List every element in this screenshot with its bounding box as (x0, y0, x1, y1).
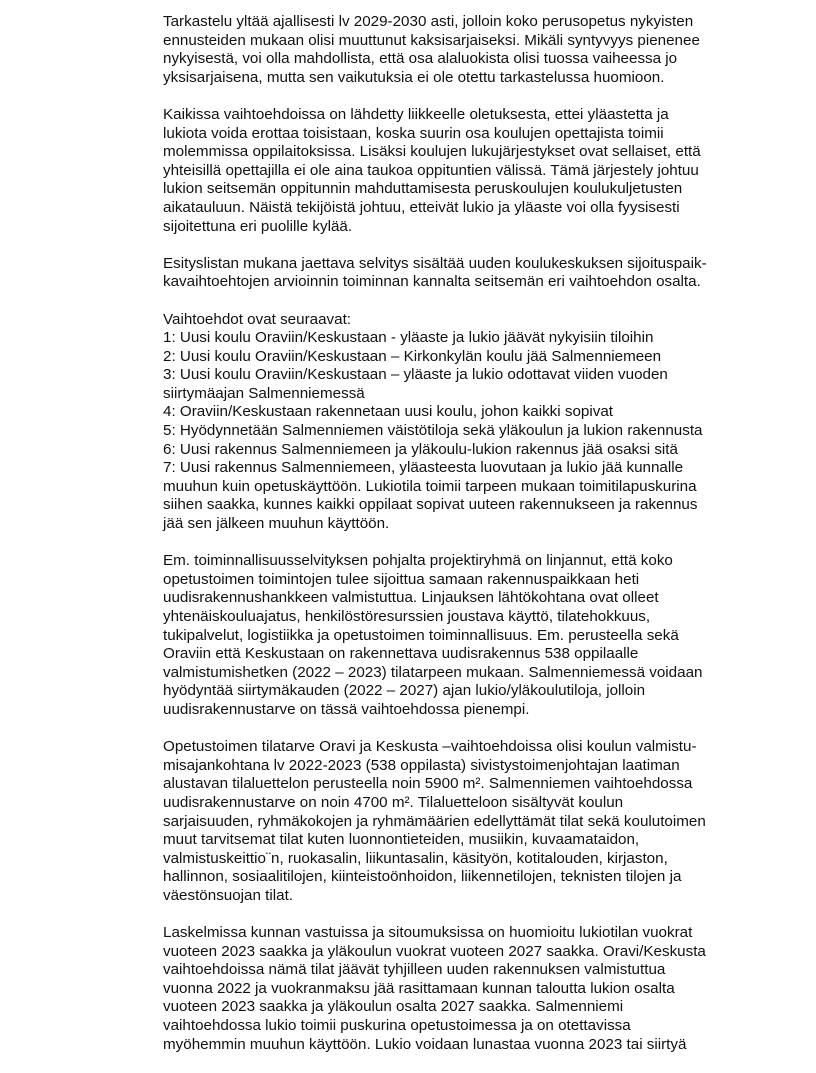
text-line: molemmissa oppilaitoksissa. Lisäksi koulujen lukujärjestykset ovat sellaiset, että (163, 143, 701, 161)
text-line: yksisarjaisena, mutta sen vaikutuksia ei ole otettu tarkastelussa huomioon. (163, 68, 665, 86)
text-line: hallinnon, sosiaalitilojen, kiinteistoönhoidon, liikennetilojen, teknisten tilojen ja (163, 868, 682, 886)
paragraph-assumptions (163, 106, 803, 236)
text-line: opetustoimen toimintojen tulee sijoittua samaan rakennuspaikkaan heti (163, 570, 640, 588)
text-line: Esityslistan mukana jaettava selvitys sisältää uuden koulukeskuksen sijoituspaik- (163, 254, 707, 272)
document-page (163, 13, 803, 1073)
paragraph-review-period (163, 13, 803, 87)
list-item: 1: Uusi koulu Oraviin/Keskustaan - yläaste ja lukio jäävät nykyisiin tiloihin (163, 329, 654, 347)
list-item-continuation: muuhun kuin opetuskäyttöön. Lukiotila toimii tarpeen mukaan toimitilapuskurina (163, 477, 697, 495)
list-item: 5: Hyödynnetään Salmenniemen väistötiloja sekä yläkoulun ja lukion rakennusta (163, 422, 703, 440)
text-line: Laskelmissa kunnan vastuissa ja sitoumuksissa on huomioitu lukiotilan vuokrat (163, 924, 693, 942)
text-line: alustavan tilaluettelon perusteella noin 5900 m². Salmenniemen vaihtoehdossa (163, 775, 693, 793)
text-line: lukion seitsemän oppitunnin mahduttamisesta peruskoulujen koulukuljetusten (163, 180, 683, 198)
paragraph-alternatives-list (163, 311, 803, 534)
paragraph-space-requirements (163, 738, 803, 905)
list-item: 2: Uusi koulu Oraviin/Keskustaan – Kirkonkylän koulu jää Salmenniemeen (163, 347, 662, 365)
text-line: misajankohtana lv 2022-2023 (538 oppilasta) sivistystoimenjohtajan laatiman (163, 756, 680, 774)
text-line: lukiota voida erottaa toisistaan, koska suurin osa koulujen opettajista toimii (163, 124, 664, 142)
text-line: vuoteen 2023 saakka ja yläkoulun vuokrat vuoteen 2027 saakka. Oravi/Keskusta (163, 942, 706, 960)
list-item-continuation: siihen saakka, kunnes kaikki oppilaat sopivat uuteen rakennukseen ja rakennus (163, 496, 698, 514)
paragraph-rent-calculations (163, 924, 803, 1054)
list-item-continuation: siirtymäajan Salmenniemessä (163, 384, 365, 402)
paragraph-project-decision (163, 552, 803, 719)
text-line: tukipalvelut, logistiikka ja opetustoimen toiminnallisuus. Em. perusteella sekä (163, 626, 679, 644)
list-item-continuation: jää sen jälkeen muuhun käyttöön. (163, 515, 390, 533)
paragraph-report (163, 255, 803, 292)
text-line: vaihtoehdossa lukio toimii puskurina opetustoimessa ja on otettavissa (163, 1017, 631, 1035)
text-line: yhtenäiskouluajatus, henkilöstöresurssien joustava käyttö, tilatehokkuus, (163, 608, 651, 625)
list-item: 7: Uusi rakennus Salmenniemeen, yläasteesta luovutaan ja lukio jää kunnalle (163, 459, 684, 477)
text-line: sijoitettuna eri puolille kylää. (163, 217, 353, 235)
text-line: nykyisestä, voi olla mahdollista, että osa alaluokista olisi tuossa vaiheessa jo (163, 50, 678, 68)
text-line: uudisrakennustarve on tässä vaihtoehdossa pienempi. (163, 700, 530, 718)
text-line: vuonna 2022 ja vuokranmaksu jää rasittamaan kunnan taloutta lukion osalta (163, 979, 675, 997)
text-line: Opetustoimen tilatarve Oravi ja Keskusta –vaihtoehdoissa olisi koulun valmistu- (163, 738, 697, 756)
text-line: yhteisillä opettajilla ei ole aina taukoa oppituntien välissä. Tämä järjestely johtuu (163, 161, 699, 179)
text-line: hyödyntää siirtymäkauden (2022 – 2027) ajan lukio/yläkoulutiloja, jolloin (163, 682, 646, 700)
text-line: valmistuskeittio¨n, ruokasalin, liikuntasalin, käsityön, kotitalouden, kirjaston, (163, 849, 668, 867)
text-line: väestönsuojan tilat. (163, 886, 294, 904)
text-line: vuoteen 2023 saakka ja yläkoulun osalta 2027 saakka. Salmenniemi (163, 998, 624, 1016)
text-line: uudisrakennustarve on noin 4700 m². Tilaluetteloon sisältyvät koulun (163, 793, 624, 811)
list-item: 4: Oraviin/Keskustaan rakennetaan uusi koulu, johon kaikki sopivat (163, 403, 613, 421)
text-line: Kaikissa vaihtoehdoissa on lähdetty liikkeelle oletuksesta, ettei yläastetta ja (163, 105, 669, 123)
text-line: muut tarvitsemat tilat kuten luonnontieteiden, musiikin, kuvaamataidon, (163, 831, 640, 849)
text-line: Oraviin että Keskustaan on rakennettava uudisrakennus 538 oppilaalle (163, 645, 639, 663)
text-line: aikatauluun. Näistä tekijöistä johtuu, etteivät lukio ja yläaste voi olla fyysisesti (163, 198, 680, 216)
text-line: kavaihtoehtojen arvioinnin toiminnan kannalta seitsemän eri vaihtoehdon osalta. (163, 273, 701, 291)
list-item: 3: Uusi koulu Oraviin/Keskustaan – yläaste ja lukio odottavat viiden vuoden (163, 366, 668, 384)
text-line: valmistumishetken (2022 – 2023) tilatarpeen mukaan. Salmenniemessä voidaan (163, 663, 703, 681)
text-line: vaihtoehdoissa nämä tilat jäävät tyhjilleen uuden rakennuksen valmistuttua (163, 961, 666, 979)
text-line: sarjaisuuden, ryhmäkokojen ja ryhmämäärien edellyttämät tilat sekä koulutoimen (163, 812, 706, 830)
text-line: Tarkastelu yltää ajallisesti lv 2029-2030 asti, jolloin koko perusopetus nykyisten (163, 13, 694, 30)
list-item: 6: Uusi rakennus Salmenniemeen ja yläkoulu-lukion rakennus jää osaksi sitä (163, 440, 678, 458)
list-heading: Vaihtoehdot ovat seuraavat: (163, 310, 352, 328)
text-line: ennusteiden mukaan olisi muuttunut kaksisarjaiseksi. Mikäli syntyvyys pienenee (163, 31, 700, 49)
text-line: myöhemmin muuhun käyttöön. Lukio voidaan lunastaa vuonna 2023 tai siirtyä (163, 1035, 687, 1053)
text-line: uudisrakennushankkeen valmistuttua. Linjauksen lähtökohtana ovat olleet (163, 589, 659, 607)
text-line: Em. toiminnallisuusselvityksen pohjalta projektiryhmä on linjannut, että koko (163, 552, 673, 570)
